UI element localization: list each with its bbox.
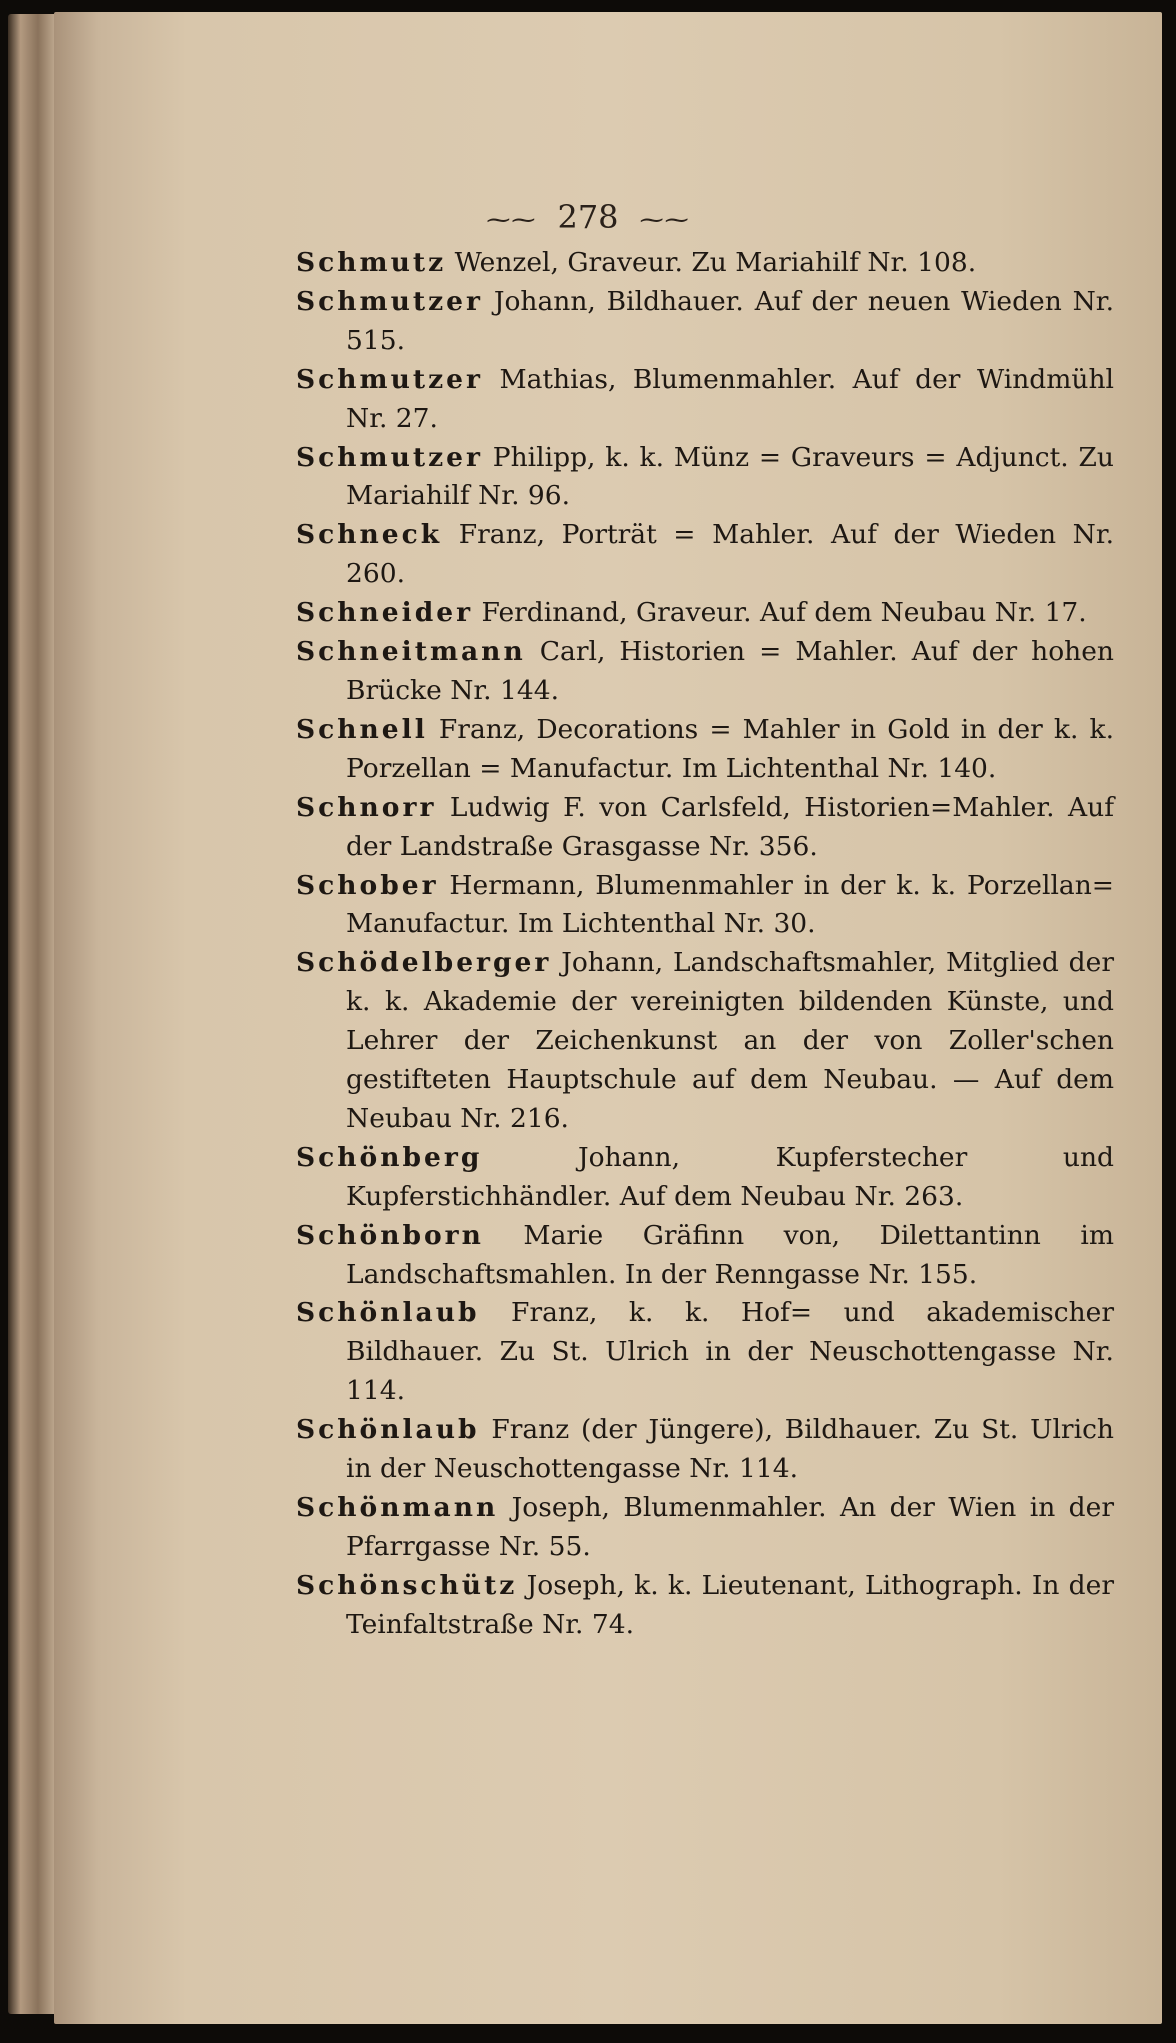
entry-surname: Schnorr xyxy=(296,791,437,823)
directory-entry xyxy=(296,789,1114,867)
entry-surname: Schneider xyxy=(296,597,474,629)
entry-details: Hermann, Blumenmahler in der k. k. Porzellan= Manufactur. Im Lichtenthal Nr. 30. xyxy=(346,869,1114,940)
entry-surname: Schmutzer xyxy=(296,441,483,473)
entry-surname: Schönmann xyxy=(296,1492,499,1523)
entry-details: Joseph, Blumenmahler. An der Wien in der Pfarrgasse Nr. 55. xyxy=(346,1492,1114,1562)
entry-details: Johann, Landschaftsmahler, Mitglied der k. k. Akademie der vereinigten bildenden Künste, und Lehrer der Zeichenkunst an der von Zoller'schen gestifteten Hauptschule auf dem Neubau. — Auf dem Neubau Nr. 216. xyxy=(346,947,1114,1134)
entry-surname: Schödelberger xyxy=(296,947,552,979)
directory-entry xyxy=(296,439,1114,517)
entry-surname: Schober xyxy=(296,869,439,901)
entry-details: Marie Gräfinn von, Dilettantinn im Landschaftsmahlen. In der Renngasse Nr. 155. xyxy=(346,1219,1114,1290)
entry-surname: Schönschütz xyxy=(296,1569,518,1601)
book-page-edges xyxy=(8,14,58,2014)
entry-surname: Schönborn xyxy=(296,1219,484,1251)
directory-entry xyxy=(296,1294,1114,1411)
directory-entry xyxy=(296,711,1114,789)
entry-details: Ferdinand, Graveur. Auf dem Neubau Nr. 17. xyxy=(473,597,1087,629)
entry-details: Mathias, Blumenmahler. Auf der Windmühl Nr. 27. xyxy=(346,363,1114,434)
running-head xyxy=(0,198,1176,236)
directory-entry xyxy=(296,283,1114,361)
page-number: 278 xyxy=(557,198,619,236)
directory-entry xyxy=(296,1139,1114,1217)
directory-entry xyxy=(296,1489,1114,1567)
entry-details: Franz (der Jüngere), Bildhauer. Zu St. Ulrich in der Neuschottengasse Nr. 114. xyxy=(346,1414,1114,1485)
entry-surname: Schönberg xyxy=(296,1141,483,1173)
entry-details: Ludwig F. von Carlsfeld, Historien=Mahler. Auf der Landstraße Grasgasse Nr. 356. xyxy=(346,791,1114,862)
ornament-left: ⁓⁓ xyxy=(486,206,537,234)
directory-entry xyxy=(296,361,1114,439)
entry-surname: Schmutz xyxy=(296,247,447,278)
entry-surname: Schneitmann xyxy=(296,636,526,668)
entry-details: Franz, k. k. Hof= und akademischer Bildhauer. Zu St. Ulrich in der Neuschottengasse Nr. 114. xyxy=(346,1297,1114,1407)
directory-entry xyxy=(296,944,1114,1139)
entry-surname: Schmutzer xyxy=(296,363,483,395)
entry-details: Philipp, k. k. Münz = Graveurs = Adjunct. Zu Mariahilf Nr. 96. xyxy=(346,441,1114,512)
entry-details: Franz, Porträt = Mahler. Auf der Wieden Nr. 260. xyxy=(346,519,1114,590)
directory-entry xyxy=(296,1567,1114,1645)
entry-details: Franz, Decorations = Mahler in Gold in der k. k. Porzellan = Manufactur. Im Lichtenthal Nr. 140. xyxy=(346,713,1114,784)
entry-details: Wenzel, Graveur. Zu Mariahilf Nr. 108. xyxy=(446,247,977,278)
entry-surname: Schönlaub xyxy=(296,1297,480,1329)
entry-surname: Schnell xyxy=(296,713,428,745)
directory-entry xyxy=(296,244,1114,283)
directory-entry xyxy=(296,1217,1114,1295)
entry-surname: Schönlaub xyxy=(296,1414,480,1446)
entry-details: Johann, Bildhauer. Auf der neuen Wieden Nr. 515. xyxy=(346,285,1114,356)
directory-entry xyxy=(296,867,1114,945)
entry-details: Joseph, k. k. Lieutenant, Lithograph. In der Teinfaltstraße Nr. 74. xyxy=(346,1569,1114,1640)
ornament-right: ⁓⁓ xyxy=(639,206,690,234)
directory-entries xyxy=(296,244,1114,1645)
entry-surname: Schneck xyxy=(296,519,443,551)
entry-surname: Schmutzer xyxy=(296,285,483,317)
directory-entry xyxy=(296,1411,1114,1489)
directory-entry xyxy=(296,594,1114,633)
entry-details: Johann, Kupferstecher und Kupferstichhändler. Auf dem Neubau Nr. 263. xyxy=(346,1141,1114,1212)
directory-entry xyxy=(296,516,1114,594)
entry-details: Carl, Historien = Mahler. Auf der hohen Brücke Nr. 144. xyxy=(346,636,1114,706)
directory-entry xyxy=(296,633,1114,711)
